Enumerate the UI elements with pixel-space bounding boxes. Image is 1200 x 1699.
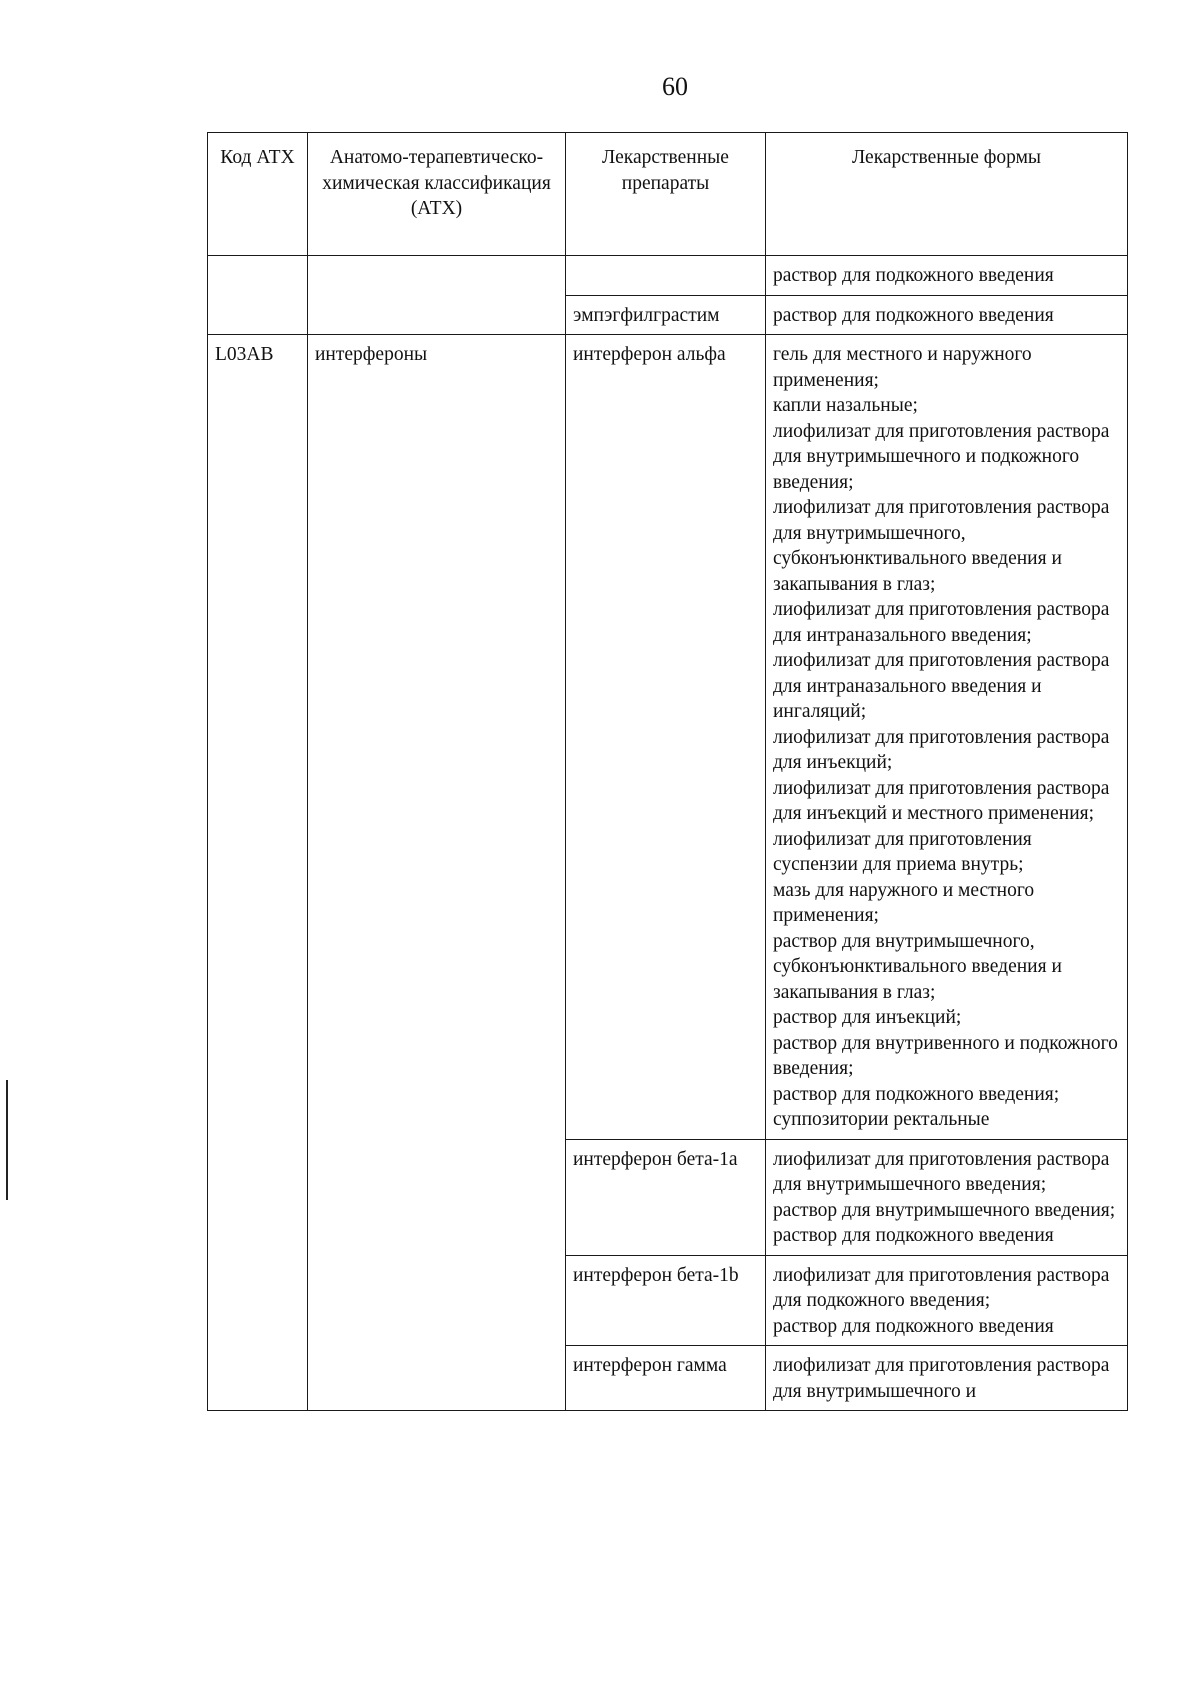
header-classification: Анатомо-терапевтическо-химическая классификация (АТХ) [308, 133, 566, 256]
header-drugs: Лекарственные препараты [566, 133, 766, 256]
form-item: суппозитории ректальные [773, 1109, 990, 1130]
forms-cell: раствор для подкожного введения [766, 295, 1128, 335]
form-item: лиофилизат для приготовления раствора для внутримышечного, субконъюнктивального введения и закапывания в глаз; [773, 497, 1110, 595]
form-item: лиофилизат для приготовления раствора для инъекций и местного применения; [773, 777, 1110, 824]
header-code: Код АТХ [208, 133, 308, 256]
form-item: гель для местного и наружного применения; [773, 344, 1032, 391]
margin-mark [6, 1080, 8, 1200]
form-item: раствор для внутривенного и подкожного введения; [773, 1032, 1118, 1079]
drug-cell: интерферон бета-1a [566, 1139, 766, 1255]
form-item: лиофилизат для приготовления раствора для внутримышечного и подкожного введения; [773, 420, 1110, 493]
form-item: лиофилизат для приготовления раствора для интраназального введения и ингаляций; [773, 650, 1110, 722]
continuation-class-cell [308, 256, 566, 335]
page-number: 60 [662, 72, 688, 101]
atc-table [207, 132, 1128, 1411]
form-item: лиофилизат для приготовления суспензии для приема внутрь; [773, 828, 1032, 875]
group-name-cell: интерфероны [308, 335, 566, 1411]
form-item: раствор для инъекций; [773, 1007, 962, 1028]
form-item: лиофилизат для приготовления раствора для внутримышечного и [773, 1355, 1110, 1402]
header-forms: Лекарственные формы [766, 133, 1128, 256]
forms-cell [766, 1346, 1128, 1411]
form-item: лиофилизат для приготовления раствора для внутримышечного введения; [773, 1148, 1110, 1195]
form-item: раствор для подкожного введения; [773, 1083, 1060, 1105]
drug-cell: интерферон альфа [566, 335, 766, 1140]
forms-cell [766, 1255, 1128, 1346]
form-item: раствор для подкожного введения [773, 1225, 1054, 1246]
form-item: раствор для подкожного введения [773, 1315, 1054, 1337]
forms-cell [766, 335, 1128, 1140]
table-row [208, 335, 1128, 1140]
continuation-code-cell [208, 256, 308, 335]
continuation-forms-cell: раствор для подкожного введения [766, 256, 1128, 296]
form-item: раствор для внутримышечного, субконъюнктивального введения и закапывания в глаз; [773, 930, 1062, 1003]
form-item: лиофилизат для приготовления раствора для инъекций; [773, 726, 1110, 773]
form-item: капли назальные; [773, 395, 918, 416]
continuation-drug-cell [566, 256, 766, 296]
form-item: лиофилизат для приготовления раствора для подкожного введения; [773, 1264, 1110, 1311]
form-item: мазь для наружного и местного применения; [773, 879, 1035, 926]
drug-cell: эмпэгфилграстим [566, 295, 766, 335]
drug-cell: интерферон гамма [566, 1346, 766, 1411]
form-item: раствор для внутримышечного введения; [773, 1199, 1116, 1221]
forms-cell [766, 1139, 1128, 1255]
table-header-row [208, 133, 1128, 256]
form-item: лиофилизат для приготовления раствора для интраназального введения; [773, 599, 1110, 646]
drug-cell: интерферон бета-1b [566, 1255, 766, 1346]
table-row [208, 256, 1128, 296]
group-code-cell: L03AB [208, 335, 308, 1411]
